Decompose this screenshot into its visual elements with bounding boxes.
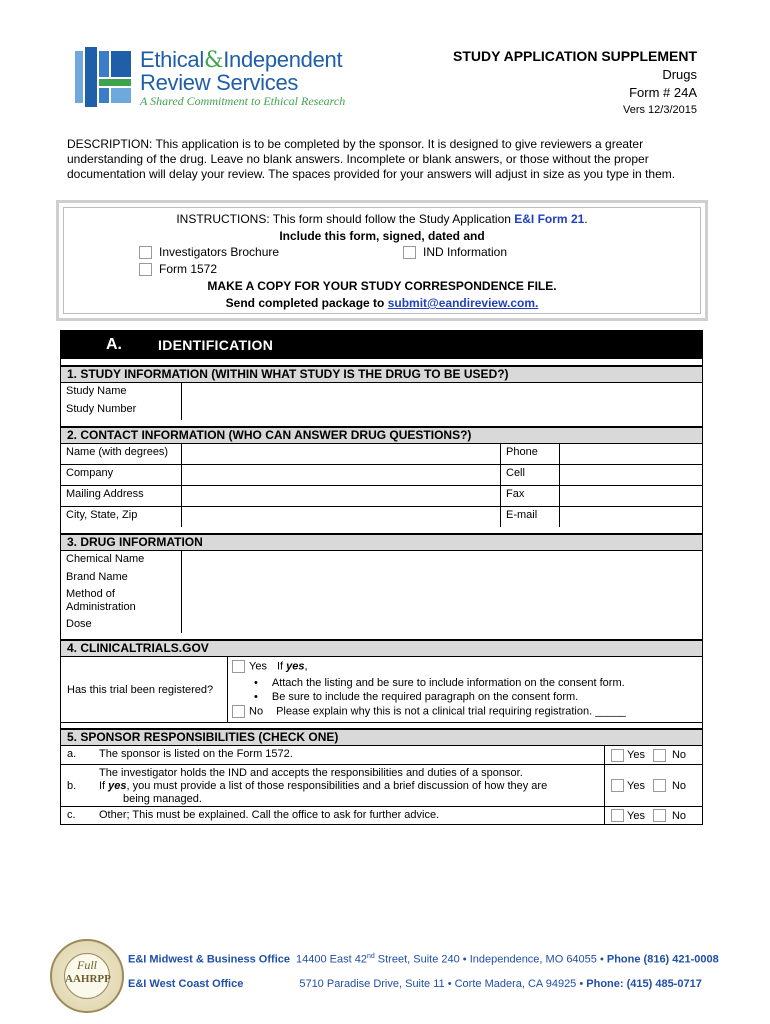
registered-question: Has this trial been registered? (61, 657, 228, 722)
cell-field[interactable] (560, 465, 702, 485)
responsibility-a-choice[interactable]: Yes No (605, 746, 702, 764)
form-subtitle: Drugs (662, 67, 697, 82)
no-option[interactable]: No Please explain why this is not a clinical trial requiring registration. _____ (232, 705, 626, 718)
table-row: c. Other; This must be explained. Call the office to ask for further advice. Yes No (60, 806, 703, 825)
instructions-line: INSTRUCTIONS: This form should follow the Study Application E&I Form 21. (176, 212, 588, 226)
bullet-paragraph: • Be sure to include the required paragraph on the consent form. (254, 691, 579, 703)
clinicaltrials-row (60, 656, 703, 722)
copy-line: MAKE A COPY FOR YOUR STUDY CORRESPONDENCE FILE. (207, 279, 557, 293)
company-label: Company (61, 465, 182, 485)
form-21-link[interactable]: E&I Form 21 (514, 212, 585, 226)
company-logo (75, 47, 375, 109)
send-line: Send completed package to submit@eandireview.com. (225, 296, 539, 310)
table-row: a. The sponsor is listed on the Form 1572. Yes No (60, 745, 703, 764)
logo-tagline: A Shared Commitment to Ethical Research (140, 94, 346, 108)
table-row: b. The investigator holds the IND and accepts the responsibilities and duties of a sponsor. If yes, you must provide a list of those responsibilities and a brief discussion of how they are being managed. Yes No (60, 764, 703, 806)
drug-info-heading: 3. DRUG INFORMATION (60, 533, 703, 550)
mailing-address-label: Mailing Address (61, 486, 182, 506)
form-number: Form # 24A (629, 85, 697, 100)
cell-label: Cell (500, 465, 560, 485)
checkbox-ind-information[interactable]: IND Information (403, 245, 507, 259)
contact-info-heading: 2. CONTACT INFORMATION (WHO CAN ANSWER DRUG QUESTIONS?) (60, 426, 703, 443)
yes-checkbox[interactable] (232, 660, 245, 673)
form-header (453, 48, 697, 116)
study-name-field[interactable] (182, 383, 702, 401)
table-row (60, 401, 703, 420)
dose-field[interactable] (182, 616, 702, 633)
fax-label: Fax (500, 486, 560, 506)
checkbox-form-1572[interactable]: Form 1572 (139, 262, 217, 276)
table-row (60, 382, 703, 401)
mailing-address-field[interactable] (182, 486, 500, 506)
study-number-field[interactable] (182, 401, 702, 420)
dose-label: Dose (61, 616, 182, 633)
email-field[interactable] (560, 507, 702, 527)
midwest-office: E&I Midwest & Business Office 14400 East 42nd Street, Suite 240 • Independence, MO 64055 • Phone (816) 421-0008 (128, 953, 719, 966)
method-of-administration-label: Method of Administration (61, 586, 182, 616)
company-field[interactable] (182, 465, 500, 485)
table-row (60, 485, 703, 506)
yes-option[interactable]: Yes If yes, (232, 660, 308, 673)
chemical-name-label: Chemical Name (61, 551, 182, 569)
form-table (60, 330, 703, 825)
responsibility-b-text: The investigator holds the IND and accepts the responsibilities and duties of a sponsor. If yes, you must provide a list of those responsibilities and a brief discussion of how they are being managed. (95, 765, 605, 806)
instructions-box (56, 200, 708, 321)
no-checkbox[interactable] (653, 779, 666, 792)
responsibility-c-choice[interactable]: Yes No (605, 807, 702, 824)
yes-checkbox[interactable] (611, 809, 624, 822)
fax-field[interactable] (560, 486, 702, 506)
phone-field[interactable] (560, 444, 702, 464)
study-name-label: Study Name (61, 383, 182, 401)
brand-name-label: Brand Name (61, 569, 182, 586)
city-state-zip-label: City, State, Zip (61, 507, 182, 527)
clinicaltrials-heading: 4. CLINICALTRIALS.GOV (60, 639, 703, 656)
bullet-attach: • Attach the listing and be sure to include information on the consent form. (254, 677, 625, 689)
chemical-name-field[interactable] (182, 551, 702, 569)
phone-label: Phone (500, 444, 560, 464)
study-number-label: Study Number (61, 401, 182, 420)
name-field[interactable] (182, 444, 500, 464)
brand-name-field[interactable] (182, 569, 702, 586)
city-state-zip-field[interactable] (182, 507, 500, 527)
logo-name-line2: Review Services (140, 70, 299, 95)
no-checkbox[interactable] (653, 749, 666, 762)
checkbox[interactable] (139, 246, 152, 259)
no-checkbox[interactable] (653, 809, 666, 822)
email-label: E-mail (500, 507, 560, 527)
method-of-administration-field[interactable] (182, 586, 702, 616)
yes-checkbox[interactable] (611, 779, 624, 792)
form-title: STUDY APPLICATION SUPPLEMENT (453, 48, 697, 64)
table-row (60, 586, 703, 616)
section-a-header: A. IDENTIFICATION (60, 330, 703, 359)
sponsor-responsibilities-heading: 5. SPONSOR RESPONSIBILITIES (CHECK ONE) (60, 728, 703, 745)
accreditation-seal-icon: Full AAHRPP (50, 939, 124, 1013)
table-row (60, 464, 703, 485)
submit-email-link[interactable]: submit@eandireview.com. (387, 296, 539, 310)
west-coast-office: E&I West Coast Office 5710 Paradise Drive, Suite 11 • Corte Madera, CA 94925 • Phone: (415) 485-0717 (128, 978, 702, 990)
checkbox[interactable] (403, 246, 416, 259)
no-checkbox[interactable] (232, 705, 245, 718)
name-label: Name (with degrees) (61, 444, 182, 464)
table-row (60, 616, 703, 633)
table-row (60, 550, 703, 569)
logo-name-line1: Ethical&Independent (140, 47, 343, 73)
description: DESCRIPTION: This application is to be completed by the sponsor. It is designed to give reviewers a greater understanding of the drug. Leave no blank answers. Incomplete or blank answers, or those without the proper documentation will delay your review. The spaces provided for your answers will adjust in size as you type in them. (67, 137, 676, 181)
checkbox[interactable] (139, 263, 152, 276)
responsibility-c-text: Other; This must be explained. Call the office to ask for further advice. (95, 807, 605, 824)
responsibility-b-choice[interactable]: Yes No (605, 765, 702, 806)
responsibility-a-text: The sponsor is listed on the Form 1572. (95, 746, 605, 764)
form-version: Vers 12/3/2015 (622, 104, 697, 116)
logo-mark-icon (75, 47, 133, 107)
table-row (60, 569, 703, 586)
table-row (60, 506, 703, 527)
checkbox-investigators-brochure[interactable]: Investigators Brochure (139, 245, 279, 259)
include-line: Include this form, signed, dated and (279, 229, 485, 243)
yes-checkbox[interactable] (611, 749, 624, 762)
table-row (60, 443, 703, 464)
study-info-heading: 1. STUDY INFORMATION (WITHIN WHAT STUDY IS THE DRUG TO BE USED?) (60, 365, 703, 382)
